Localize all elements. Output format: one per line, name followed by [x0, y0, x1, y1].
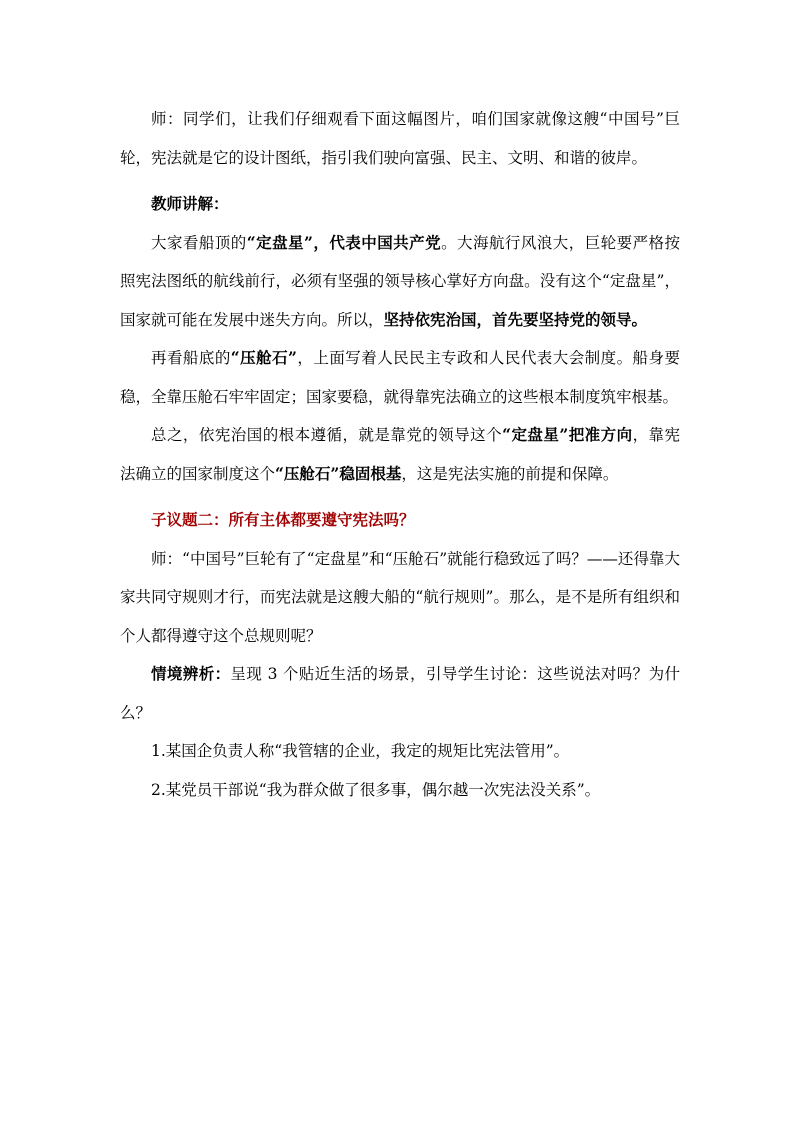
subtopic-heading-text: 子议题二：所有主体都要遵守宪法吗？	[151, 510, 415, 529]
bold-text: “压舱石”稳固根基	[275, 463, 402, 483]
paragraph-scenario-analysis	[120, 655, 680, 732]
list-item-2: 2.某党员干部说“我为群众做了很多事，偶尔越一次宪法没关系”。	[151, 780, 601, 799]
bold-text: “压舱石”	[230, 348, 297, 367]
bold-text: 坚持依宪治国，首先要坚持党的领导。	[383, 309, 648, 329]
subtopic-two-heading	[120, 501, 680, 540]
bold-label: 情境辨析：	[151, 664, 231, 683]
paragraph-anchor-star	[120, 224, 680, 340]
paragraph-ballast-stone	[120, 339, 680, 416]
paragraph-teacher-question: 师：“中国号”巨轮有了“定盘星”和“压舱石”就能行稳致远了吗？——还得靠大家共同守规则才行，而宪法就是这艘大船的“航行规则”。那么，是不是所有组织和个人都得遵守这个总规则呢？	[120, 549, 680, 645]
list-item-1: 1.某国企负责人称“我管辖的企业，我定的规矩比宪法管用”。	[151, 742, 570, 760]
paragraph-summary	[120, 416, 680, 493]
text-run: 呈现 3 个贴近生活的场景，引导学生讨论：这些说法对吗？为什么？	[120, 665, 680, 722]
text-run: ，这是宪法实施的前提和保障。	[401, 464, 619, 483]
heading-teacher-explanation	[120, 185, 680, 224]
text-run: 总之，依宪治国的根本遵循，就是靠党的领导这个	[151, 426, 503, 444]
paragraph-teacher-intro: 师：同学们，让我们仔细观看下面这幅图片，咱们国家就像这艘“中国号”巨轮，宪法就是它的设计图纸，指引我们驶向富强、民主、文明、和谐的彼岸。	[120, 110, 680, 167]
text-run: 大家看船顶的	[151, 233, 247, 252]
text-run: ，靠宪法确立的国家制度这个	[120, 426, 680, 483]
bold-text: “定盘星”，代表中国共产党	[246, 232, 442, 252]
text-run: ，上面写着人民民主专政和人民代表大会制度。船身要稳，全靠压舱石牢牢固定；国家要稳，就得靠宪法确立的这些根本制度筑牢根基。	[120, 349, 680, 406]
text-run: 。大海航行风浪大，巨轮要严格按照宪法图纸的航线前行，必须有坚强的领导核心掌好方向盘。没有这个“定盘星”，国家就可能在发展中迷失方向。所以，	[120, 233, 680, 329]
text-run: 再看船底的	[151, 349, 231, 367]
document-body	[120, 100, 680, 809]
bold-text: “定盘星”把准方向	[502, 425, 633, 444]
heading-text: 教师讲解：	[151, 194, 229, 213]
